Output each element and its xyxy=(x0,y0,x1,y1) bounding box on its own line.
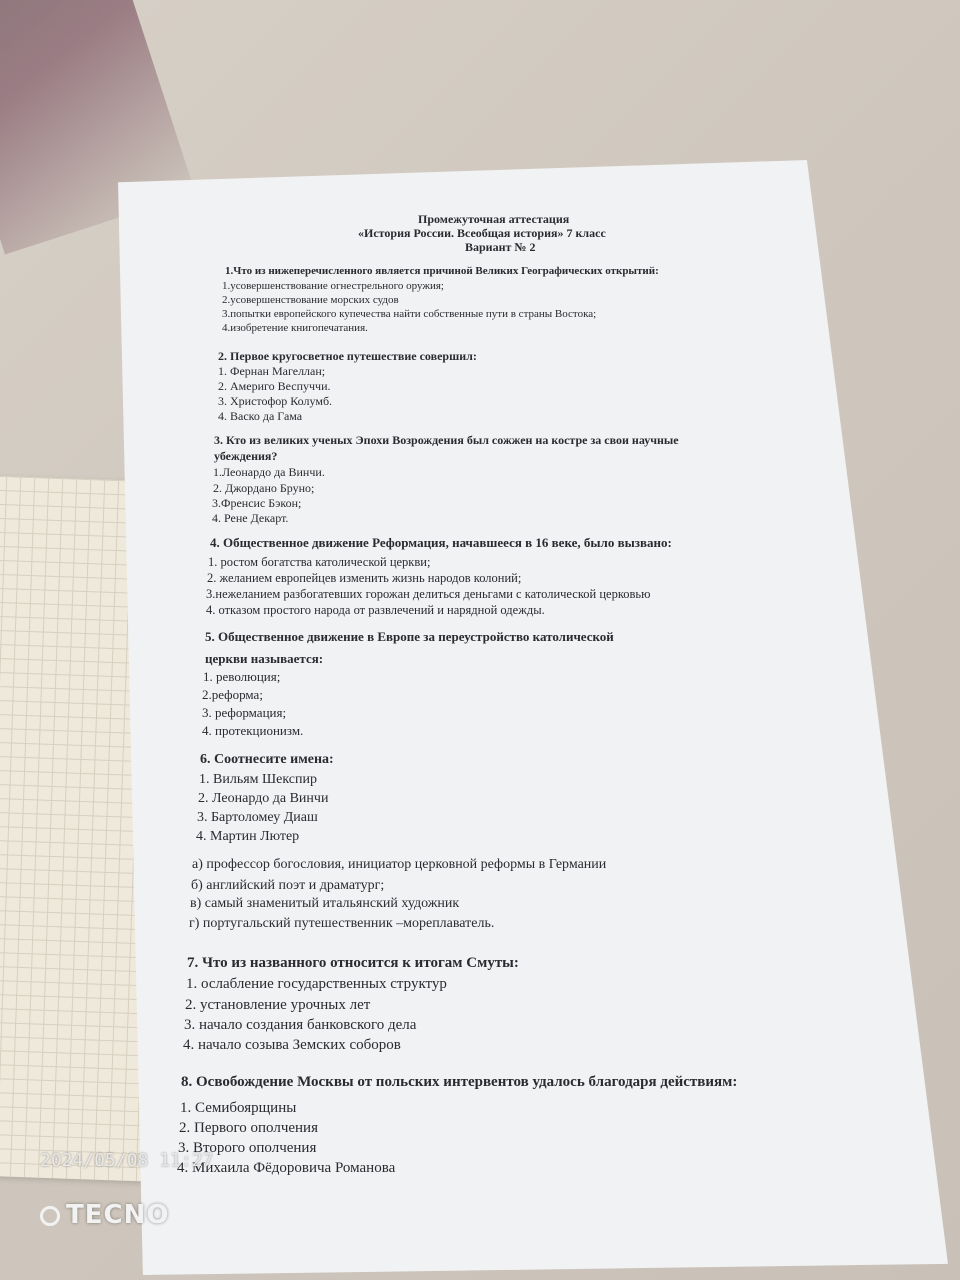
answer-1-2: 2.усовершенствование морских судов xyxy=(222,294,399,306)
question-6: 6. Соотнесите имена: xyxy=(200,752,334,767)
answer-2-4: 4. Васко да Гама xyxy=(218,409,303,423)
photo-timestamp: 2024/05/08 11:27 xyxy=(40,1150,214,1171)
answer-1-4: 4.изобретение книгопечатания. xyxy=(222,322,368,334)
answer-5-3: 3. реформация; xyxy=(202,705,287,720)
answer-1-3: 3.попытки европейского купечества найти собственные пути в страны Востока; xyxy=(222,308,597,320)
answer-4-1: 1. ростом богатства католической церкви; xyxy=(208,555,431,569)
question-8: 8. Освобождение Москвы от польских интервентов удалось благодаря действиям: xyxy=(181,1074,738,1090)
match-desc-b: б) английский поэт и драматург; xyxy=(191,878,385,893)
brand-logo-icon xyxy=(40,1206,60,1226)
answer-3-4: 4. Рене Декарт. xyxy=(212,511,289,525)
answer-5-1: 1. революция; xyxy=(203,669,281,684)
match-desc-c: в) самый знаменитый итальянский художник xyxy=(190,896,460,911)
answer-8-2: 2. Первого ополчения xyxy=(179,1120,318,1136)
question-3-cont: убеждения? xyxy=(214,449,278,463)
match-name-1: 1. Вильям Шекспир xyxy=(199,772,317,787)
answer-1-1: 1.усовершенствование огнестрельного оружия; xyxy=(222,280,444,292)
question-5: 5. Общественное движение в Европе за переустройство католической xyxy=(205,629,614,644)
answer-4-3: 3.нежеланием разбогатевших горожан делиться деньгами с католической церковью xyxy=(206,587,651,601)
answer-2-1: 1. Фернан Магеллан; xyxy=(218,364,326,378)
question-4: 4. Общественное движение Реформация, начавшееся в 16 веке, было вызвано: xyxy=(210,535,672,550)
answer-4-4: 4. отказом простого народа от развлечений и нарядной одежды. xyxy=(206,603,545,617)
answer-8-4: 4. Михаила Фёдоровича Романова xyxy=(177,1160,396,1176)
answer-7-1: 1. ослабление государственных структур xyxy=(186,976,447,992)
answer-3-1: 1.Леонардо да Винчи. xyxy=(213,465,325,479)
answer-5-4: 4. протекционизм. xyxy=(202,723,304,738)
match-desc-d: г) португальский путешественник –мореплаватель. xyxy=(189,916,495,931)
match-name-2: 2. Леонардо да Винчи xyxy=(198,791,329,806)
answer-7-3: 3. начало создания банковского дела xyxy=(184,1017,417,1033)
question-2: 2. Первое кругосветное путешествие совершил: xyxy=(218,349,477,363)
match-name-3: 3. Бартоломеу Диаш xyxy=(197,810,318,825)
match-desc-a: а) профессор богословия, инициатор церковной реформы в Германии xyxy=(192,857,607,872)
answer-8-3: 3. Второго ополчения xyxy=(178,1140,317,1156)
header-variant: Вариант № 2 xyxy=(465,240,536,254)
answer-3-3: 3.Френсис Бэкон; xyxy=(212,496,302,510)
camera-brand-watermark xyxy=(40,1200,169,1230)
question-3: 3. Кто из великих ученых Эпохи Возрождения был сожжен на костре за свои научные xyxy=(214,433,679,447)
question-1: 1.Что из нижеперечисленного является причиной Великих Географических открытий: xyxy=(225,265,659,277)
question-5-cont: церкви называется: xyxy=(205,651,324,666)
answer-7-4: 4. начало созыва Земских соборов xyxy=(183,1037,401,1053)
answer-2-2: 2. Америго Веспуччи. xyxy=(218,379,331,393)
camera-brand-text: TECNO xyxy=(66,1200,170,1230)
match-name-4: 4. Мартин Лютер xyxy=(196,829,300,844)
answer-8-1: 1. Семибоярщины xyxy=(180,1100,297,1116)
question-7: 7. Что из названного относится к итогам Смуты: xyxy=(187,955,519,971)
answer-4-2: 2. желанием европейцев изменить жизнь народов колоний; xyxy=(207,571,522,585)
answer-2-3: 3. Христофор Колумб. xyxy=(218,394,333,408)
answer-3-2: 2. Джордано Бруно; xyxy=(213,481,315,495)
header-title: Промежуточная аттестация xyxy=(418,212,570,226)
answer-7-2: 2. установление урочных лет xyxy=(185,997,371,1013)
header-subject: «История России. Всеобщая история» 7 класс xyxy=(358,226,606,240)
answer-5-2: 2.реформа; xyxy=(202,687,263,702)
